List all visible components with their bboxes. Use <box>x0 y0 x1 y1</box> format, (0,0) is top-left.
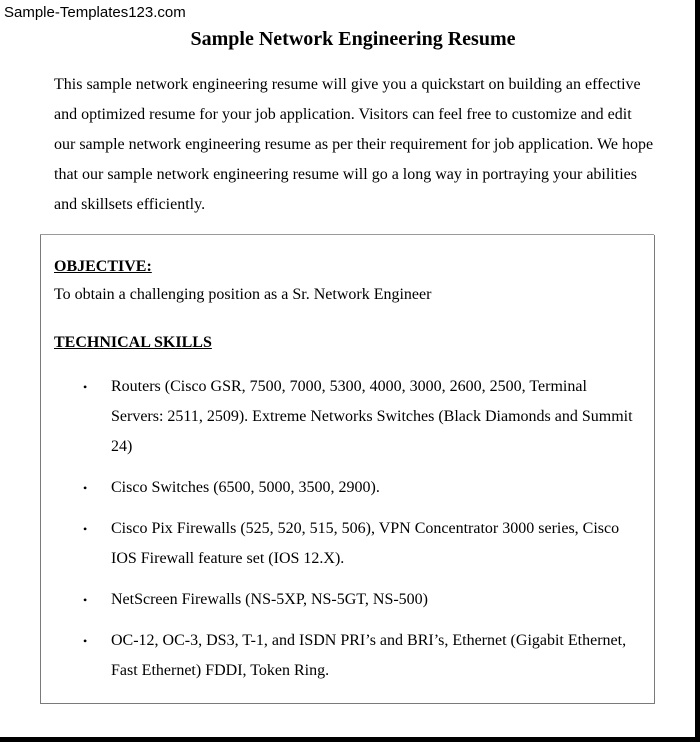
technical-skills-heading: TECHNICAL SKILLS <box>54 334 212 351</box>
objective-heading: OBJECTIVE: <box>54 258 152 275</box>
bullet-icon: • <box>83 634 88 648</box>
skill-text: Cisco Switches (6500, 5000, 3500, 2900). <box>111 479 380 496</box>
site-watermark: Sample-Templates123.com <box>4 4 186 21</box>
bullet-icon: • <box>83 522 88 536</box>
intro-paragraph: This sample network engineering resume will give you a quickstart on building an effective and optimized resume for your job application. Visitors can feel free to customize and edit our sample network engineering resume as per their requirement for job application. We hope that our sample network engineering resume will go a long way in portraying your abilities and skillsets efficiently. <box>54 76 654 213</box>
skill-item-netscreen <box>41 585 641 615</box>
resume-box <box>40 235 655 704</box>
skill-item-pix-firewalls <box>41 514 641 574</box>
skill-item-switches <box>41 473 641 503</box>
technical-skills-list <box>41 372 641 697</box>
skill-text: Routers (Cisco GSR, 7500, 7000, 5300, 4000, 3000, 2600, 2500, Terminal Servers: 2511, 2509). Extreme Networks Switches (Black Diamonds and Summit 24) <box>111 378 633 455</box>
skill-item-routers <box>41 372 641 462</box>
bullet-icon: • <box>83 593 88 607</box>
skill-text: OC-12, OC-3, DS3, T-1, and ISDN PRI’s and BRI’s, Ethernet (Gigabit Ethernet, Fast Ethernet) FDDI, Token Ring. <box>111 632 627 679</box>
bullet-icon: • <box>83 380 88 394</box>
objective-text: To obtain a challenging position as a Sr. Network Engineer <box>54 286 432 303</box>
page-title: Sample Network Engineering Resume <box>190 28 516 50</box>
skill-text: NetScreen Firewalls (NS-5XP, NS-5GT, NS-500) <box>111 591 428 608</box>
skill-item-wan-lan <box>41 626 641 686</box>
skill-text: Cisco Pix Firewalls (525, 520, 515, 506), VPN Concentrator 3000 series, Cisco IOS Firewall feature set (IOS 12.X). <box>111 520 620 567</box>
bullet-icon: • <box>83 481 88 495</box>
